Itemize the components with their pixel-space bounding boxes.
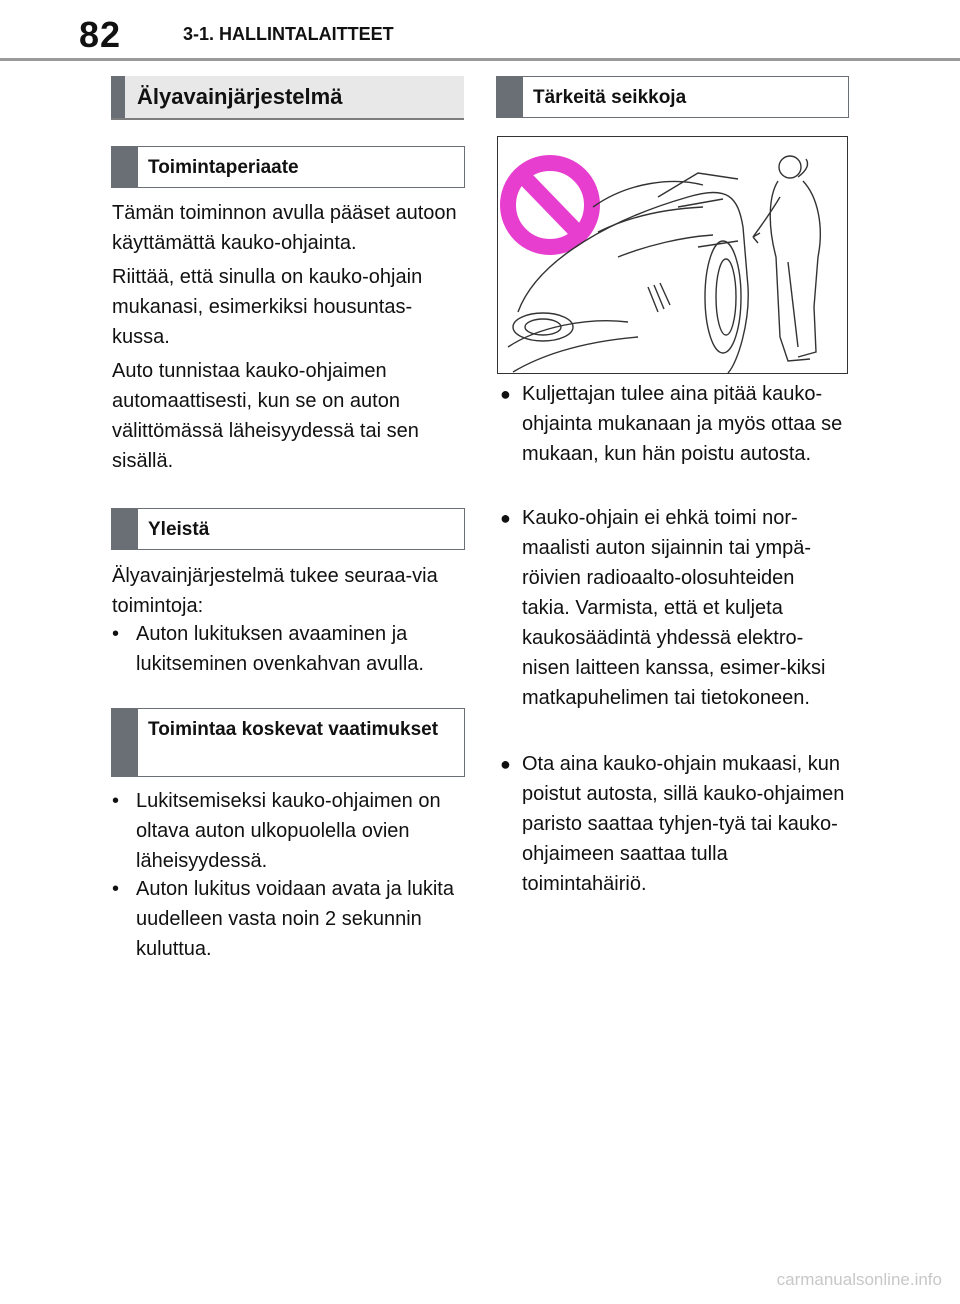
- page-number: 82: [79, 14, 122, 55]
- section-heading-smart-key: [111, 76, 464, 120]
- subheading-bar: [112, 147, 138, 187]
- person-illustration: [753, 156, 820, 361]
- bullet-dot: ●: [500, 754, 511, 774]
- chapter-title: 3-1. HALLINTALAITTEET: [183, 24, 394, 44]
- list-item-text: Auton lukitus voidaan avata ja lukita uudelleen vasta noin 2 sekunnin kuluttua.: [136, 878, 454, 960]
- bullet-dot: ●: [500, 508, 511, 528]
- watermark: carmanualsonline.info: [776, 1270, 942, 1289]
- list-item-text: Auton lukituksen avaaminen ja lukitseminen ovenkahvan avulla.: [136, 623, 424, 675]
- list-item: [500, 379, 850, 499]
- paragraph: Riittää, että sinulla on kauko-ohjain mukanasi, esimerkiksi housuntas-kussa.: [112, 266, 423, 348]
- list-item-text: Ota aina kauko-ohjain mukaasi, kun poistut autosta, sillä kauko-ohjaimen paristo saattaa tyhjen-tyä tai kauko-ohjaimeen saattaa tulla toimintahäiriö.: [522, 753, 845, 895]
- subheading-requirements: [111, 708, 465, 777]
- illustration-car-and-person: [497, 136, 848, 374]
- section-heading-bar: [497, 77, 523, 117]
- list-item-text: Kuljettajan tulee aina pitää kauko-ohjainta mukanaan ja myös ottaa se mukaan, kun hän poistu autosta.: [522, 383, 843, 465]
- list-item-text: Lukitsemiseksi kauko-ohjaimen on oltava auton ulkopuolella ovien läheisyydessä.: [136, 790, 441, 872]
- list-item-text: Kauko-ohjain ei ehkä toimi nor-maalisti auton sijainnin tai ympä-röivien radioaalto-olosuhteiden takia. Varmista, että et kuljeta kaukosäädintä yhdessä elektro-nisen laitteen kanssa, esimer-kiksi matkapuhelimen tai tietokoneen.: [522, 507, 826, 709]
- prohibited-sign-icon: [508, 163, 592, 247]
- list-item: [500, 503, 850, 743]
- bullet-dot: •: [112, 790, 120, 812]
- bullet-dot: •: [112, 878, 120, 900]
- section-heading-bar: [111, 76, 125, 118]
- section-heading-important: [496, 76, 849, 118]
- list-item: [112, 619, 462, 679]
- bullet-dot: ●: [500, 384, 511, 404]
- paragraph: Tämän toiminnon avulla pääset autoon käyttämättä kauko-ohjainta.: [112, 202, 457, 254]
- illustration-svg: [498, 137, 847, 373]
- subheading-operating-principle: [111, 146, 465, 188]
- subheading-general: [111, 508, 465, 550]
- paragraph: Älyavainjärjestelmä tukee seuraa-via toimintoja:: [112, 565, 438, 617]
- list-item: [112, 874, 462, 964]
- paragraph: Auto tunnistaa kauko-ohjaimen automaattisesti, kun se on auton välittömässä läheisyydessä tai sen sisällä.: [112, 360, 419, 472]
- subheading-bar: [112, 709, 138, 776]
- subheading-label: Toimintaa koskevat vaatimukset: [148, 719, 439, 740]
- subheading-bar: [112, 509, 138, 549]
- list-item: [112, 786, 462, 876]
- header-divider: [0, 58, 960, 61]
- section-heading-label: Tärkeitä seikkoja: [533, 87, 687, 108]
- section-heading-label: Älyavainjärjestelmä: [137, 84, 343, 109]
- bullet-dot: •: [112, 623, 120, 645]
- subheading-label: Yleistä: [148, 519, 210, 540]
- page-header: [0, 0, 960, 62]
- subheading-label: Toimintaperiaate: [148, 157, 299, 178]
- list-item: [500, 749, 850, 899]
